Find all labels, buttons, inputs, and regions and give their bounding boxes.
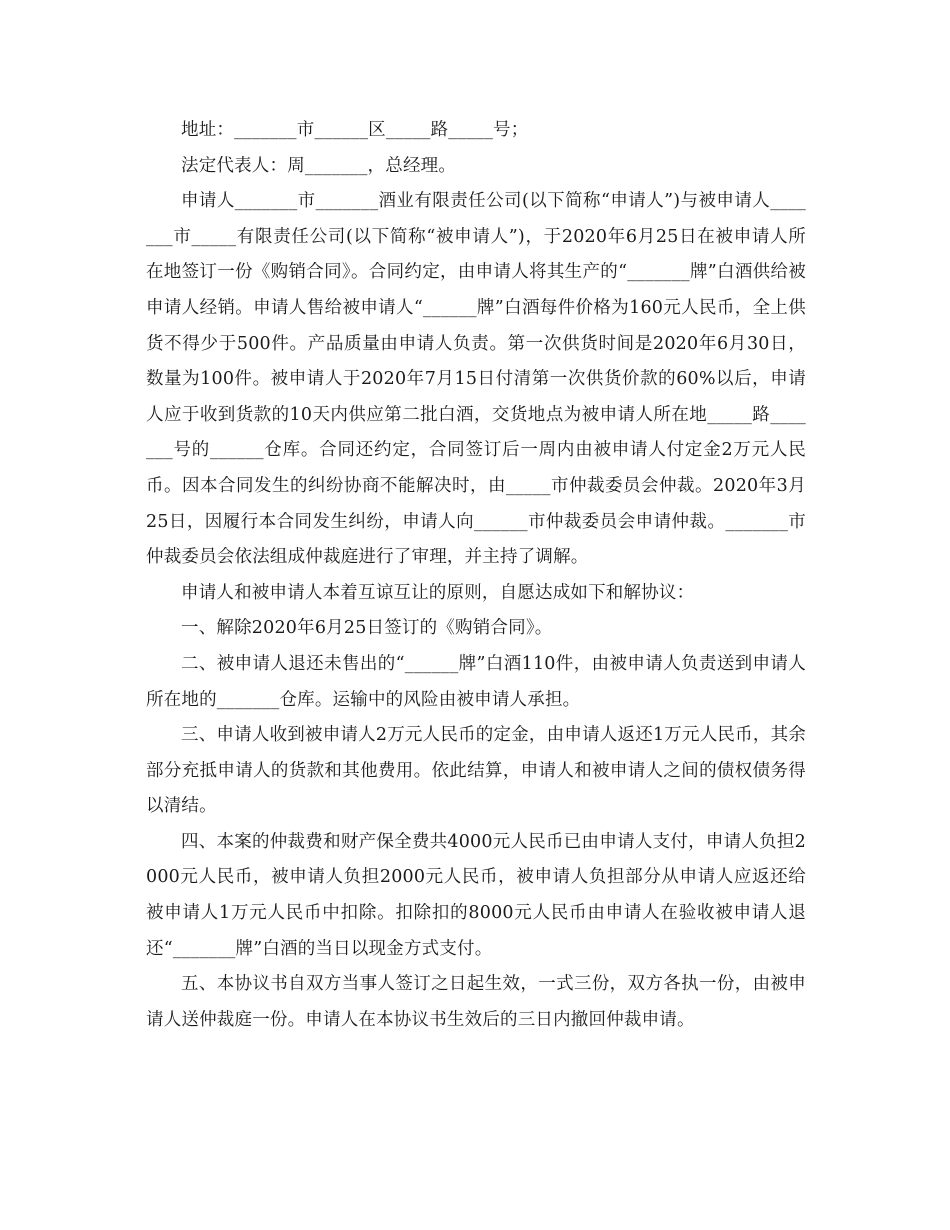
clause-three: 三、申请人收到被申请人2万元人民币的定金，由申请人返还1万元人民币，其余部分充抵申请人的货款和其他费用。依此结算，申请人和被申请人之间的债权债务得以清结。 xyxy=(146,725,806,817)
clause-five: 五、本协议书自双方当事人签订之日起生效，一式三份，双方各执一份，由被申请人送仲裁庭一份。申请人在本协议书生效后的三日内撤回仲裁申请。 xyxy=(146,974,806,1030)
clause-four: 四、本案的仲裁费和财产保全费共4000元人民币已由申请人支付，申请人负担2000元人民币，被申请人负担2000元人民币，被申请人负担部分从申请人应返还给被申请人1万元人民币中扣除。扣除扣的8000元人民币由申请人在验收被申请人退还“_______牌”白酒的当日以现金方式支付。 xyxy=(146,831,806,959)
clause-one: 一、解除2020年6月25日签订的《购销合同》。 xyxy=(181,618,553,639)
case-background-paragraph: 申请人_______市_______酒业有限责任公司(以下简称“申请人”)与被申请人_______市_____有限责任公司(以下简称“被申请人”)，于2020年6月25日在被申请人所在地签订一份《购销合同》。合同约定，由申请人将其生产的“_______牌”白酒供给被申请人经销。申请人售给被申请人“______牌”白酒每件价格为160元人民币，全上供货不得少于500件。产品质量由申请人负责。第一次供货时间是2020年6月30日，数量为100件。被申请人于2020年7月15日付清第一次供货价款的60%以后，申请人应于收到货款的10天内供应第二批白酒，交货地点为被申请人所在地_____路_______号的______仓库。合同还约定，合同签订后一周内由被申请人付定金2万元人民币。因本合同发生的纠纷协商不能解决时，由_____市仲裁委员会仲裁。2020年3月25日，因履行本合同发生纠纷，申请人向______市仲裁委员会申请仲裁。_______市仲裁委员会依法组成仲裁庭进行了审理，并主持了调解。 xyxy=(146,191,806,568)
agreement-body xyxy=(146,113,806,1038)
legal-representative-line: 法定代表人：周_______，总经理。 xyxy=(181,155,457,176)
clause-two: 二、被申请人退还未售出的“______牌”白酒110件，由被申请人负责送到申请人所在地的_______仓库。运输中的风险由被申请人承担。 xyxy=(146,653,806,710)
agreement-intro-paragraph: 申请人和被申请人本着互谅互让的原则，自愿达成如下和解协议： xyxy=(181,582,695,603)
address-line: 地址：_______市______区_____路_____号； xyxy=(181,120,529,140)
